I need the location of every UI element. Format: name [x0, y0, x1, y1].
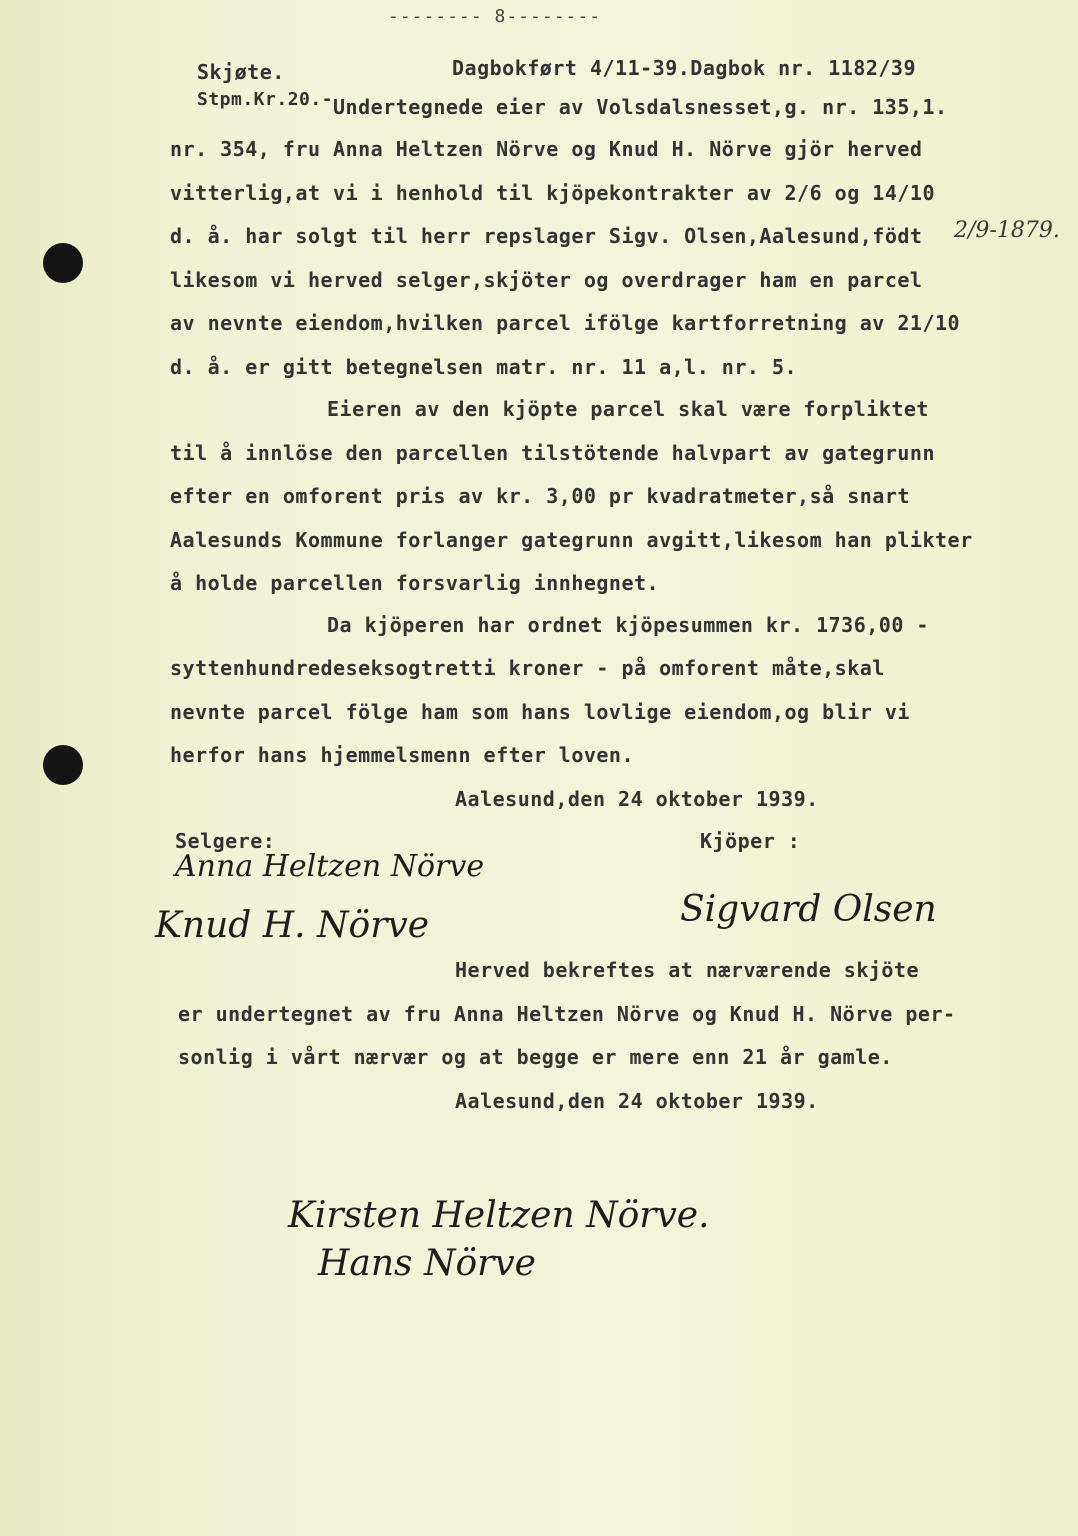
body-line-1: Undertegnede eier av Volsdalsnesset,g. nr. 135,1. [333, 95, 948, 119]
registration-note: Dagbokført 4/11-39.Dagbok nr. 1182/39 [452, 56, 917, 80]
body-line-9: til å innlöse den parcellen tilstötende halvpart av gategrunn [170, 441, 936, 465]
sellers-label: Selgere: [175, 829, 276, 853]
body-line-5: likesom vi herved selger,skjöter og overdrager ham en parcel [170, 268, 923, 292]
body-line-7: d. å. er gitt betegnelsen matr. nr. 11 a,l. nr. 5. [170, 355, 798, 379]
stamp-fee: Stpm.Kr.20.- [197, 89, 334, 110]
body-line-6: av nevnte eiendom,hvilken parcel ifölge kartforretning av 21/10 [170, 311, 961, 335]
body-line-2: nr. 354, fru Anna Heltzen Nörve og Knud H. Nörve gjör herved [170, 137, 923, 161]
body-line-8: Eieren av den kjöpte parcel skal være forpliktet [327, 397, 929, 421]
seller-signature-2: Knud H. Nörve [155, 905, 430, 946]
body-line-15: nevnte parcel fölge ham som hans lovlige eiendom,og blir vi [170, 700, 910, 724]
buyer-signature: Sigvard Olsen [680, 889, 937, 930]
body-line-12: å holde parcellen forsvarlig innhegnet. [170, 571, 660, 595]
confirmation-line-3: sonlig i vårt nærvær og at begge er mere enn 21 år gamle. [178, 1045, 893, 1069]
witness-signature-2: Hans Nörve [318, 1243, 536, 1284]
seller-signature-1: Anna Heltzen Nörve [175, 849, 485, 884]
confirmation-line-2: er undertegnet av fru Anna Heltzen Nörve og Knud H. Nörve per- [178, 1002, 956, 1026]
punch-hole-bottom [43, 745, 83, 785]
witness-signature-1: Kirsten Heltzen Nörve. [288, 1195, 710, 1236]
body-line-3: vitterlig,at vi i henhold til kjöpekontrakter av 2/6 og 14/10 [170, 181, 936, 205]
place-date-1: Aalesund,den 24 oktober 1939. [455, 787, 819, 811]
punch-hole-top [43, 243, 83, 283]
birth-date-note: 2/9-1879. [954, 218, 1060, 243]
page-marker: -------- 8-------- [388, 6, 602, 27]
buyer-label: Kjöper : [700, 829, 801, 853]
body-line-13: Da kjöperen har ordnet kjöpesummen kr. 1736,00 - [327, 613, 929, 637]
body-line-11: Aalesunds Kommune forlanger gategrunn avgitt,likesom han plikter [170, 528, 973, 552]
body-line-10: efter en omforent pris av kr. 3,00 pr kvadratmeter,så snart [170, 484, 910, 508]
doc-type: Skjøte. [197, 60, 285, 84]
body-line-4: d. å. har solgt til herr repslager Sigv. Olsen,Aalesund,födt [170, 224, 923, 248]
place-date-2: Aalesund,den 24 oktober 1939. [455, 1089, 819, 1113]
confirmation-line-1: Herved bekreftes at nærværende skjöte [455, 958, 920, 982]
body-line-16: herfor hans hjemmelsmenn efter loven. [170, 743, 635, 767]
body-line-14: syttenhundredeseksogtretti kroner - på omforent måte,skal [170, 656, 885, 680]
